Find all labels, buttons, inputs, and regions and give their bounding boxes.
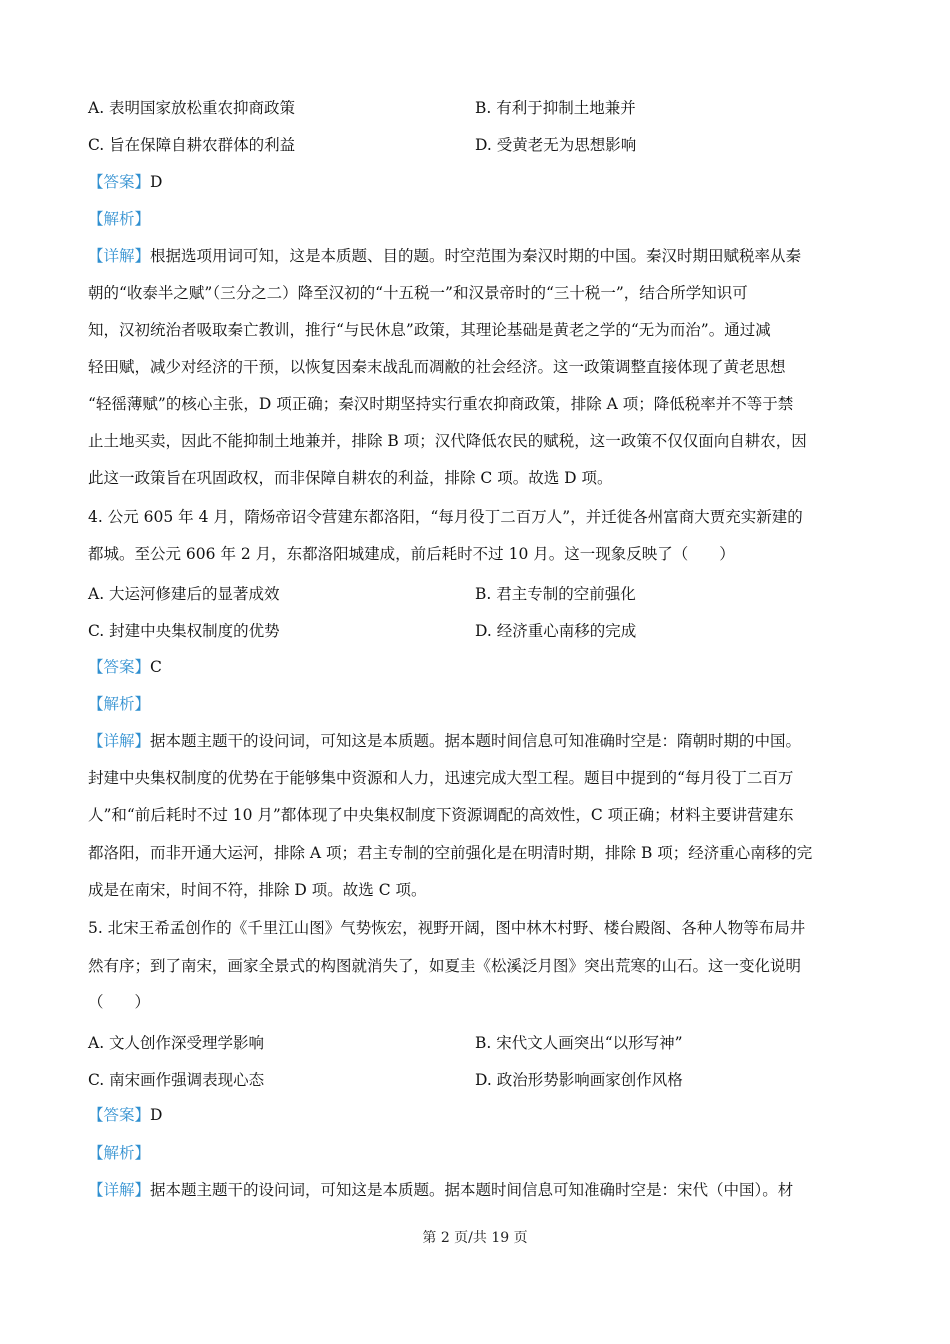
- answer-value: D: [150, 173, 163, 191]
- q3-detail-line-5: “轻徭薄赋”的核心主张，D 项正确；秦汉时期坚持实行重农抑商政策，排除 A 项；降低税率并不等于禁: [88, 395, 794, 413]
- q4-stem-line-1: 4. 公元 605 年 4 月，隋炀帝诏令营建东都洛阳，“每月役丁二百万人”，并迁徙各州富商大贾充实新建的: [88, 508, 803, 526]
- q3-jiexi-tag: 【解析】: [88, 210, 151, 228]
- answer-value: C: [150, 658, 162, 676]
- q4-option-b: B. 君主专制的空前强化: [475, 585, 636, 603]
- q4-answer: [88, 657, 162, 677]
- q4-option-d: D. 经济重心南移的完成: [475, 622, 637, 640]
- q5-option-b: B. 宋代文人画突出“以形写神”: [475, 1034, 683, 1052]
- answer-tag: 【答案】: [88, 658, 151, 676]
- q5-jiexi-tag: 【解析】: [88, 1144, 151, 1162]
- q3-option-d: D. 受黄老无为思想影响: [475, 136, 637, 154]
- q3-detail-line-1: [88, 246, 801, 266]
- q3-detail-line-4: 轻田赋，减少对经济的干预，以恢复因秦末战乱而凋敝的社会经济。这一政策调整直接体现了黄老思想: [88, 358, 786, 376]
- q5-stem-line-2: 然有序；到了南宋，画家全景式的构图就消失了，如夏圭《松溪泛月图》突出荒寒的山石。这一变化说明: [88, 957, 802, 975]
- answer-tag: 【答案】: [88, 1106, 151, 1124]
- answer-tag: 【答案】: [88, 173, 151, 191]
- q4-stem-line-2: 都城。至公元 606 年 2 月，东都洛阳城建成，前后耗时不过 10 月。这一现象反映了（ ）: [88, 545, 735, 563]
- q3-detail-line-2: 朝的“收泰半之赋”（三分之二）降至汉初的“十五税一”和汉景帝时的“三十税一”，结合所学知识可: [88, 284, 748, 302]
- q4-detail-line-5: 成是在南宋，时间不符，排除 D 项。故选 C 项。: [88, 881, 427, 899]
- q5-stem-line-3: （ ）: [88, 993, 151, 1011]
- answer-value: D: [150, 1106, 163, 1124]
- q4-detail-line-2: 封建中央集权制度的优势在于能够集中资源和人力，迅速完成大型工程。题目中提到的“每月役丁二百万: [88, 769, 794, 787]
- q5-answer: [88, 1105, 162, 1125]
- q3-detail-line-3: 知，汉初统治者吸取秦亡教训，推行“与民休息”政策，其理论基础是黄老之学的“无为而治”。通过减: [88, 321, 771, 339]
- q4-detail-line-4: 都洛阳，而非开通大运河，排除 A 项；君主专制的空前强化是在明清时期，排除 B 项；经济重心南移的完: [88, 844, 813, 862]
- q4-option-c: C. 封建中央集权制度的优势: [88, 622, 280, 640]
- page-footer: 第 2 页/共 19 页: [422, 1230, 528, 1246]
- q4-detail-line-1: [88, 731, 801, 751]
- q3-answer: [88, 172, 162, 192]
- q5-option-d: D. 政治形势影响画家创作风格: [475, 1071, 683, 1089]
- detail-text: 据本题主题干的设问词，可知这是本质题。据本题时间信息可知准确时空是：隋朝时期的中国。: [150, 732, 802, 750]
- detail-text: 根据选项用词可知，这是本质题、目的题。时空范围为秦汉时期的中国。秦汉时期田赋税率从秦: [150, 247, 802, 265]
- q5-detail-line-1: [88, 1180, 793, 1200]
- q4-jiexi-tag: 【解析】: [88, 695, 151, 713]
- q5-option-c: C. 南宋画作强调表现心态: [88, 1071, 265, 1089]
- q4-option-a: A. 大运河修建后的显著成效: [88, 585, 280, 603]
- detail-tag: 【详解】: [88, 1181, 151, 1199]
- q5-stem-line-1: 5. 北宋王希孟创作的《千里江山图》气势恢宏，视野开阔，图中林木村野、楼台殿阁、各种人物等布局井: [88, 919, 806, 937]
- detail-tag: 【详解】: [88, 247, 151, 265]
- detail-text: 据本题主题干的设问词，可知这是本质题。据本题时间信息可知准确时空是：宋代（中国）。材: [150, 1181, 794, 1199]
- q3-option-a: A. 表明国家放松重农抑商政策: [88, 99, 296, 117]
- q3-option-b: B. 有利于抑制土地兼并: [475, 99, 636, 117]
- q3-detail-line-6: 止土地买卖，因此不能抑制土地兼并，排除 B 项；汉代降低农民的赋税，这一政策不仅仅面向自耕农，因: [88, 432, 807, 450]
- q4-detail-line-3: 人”和“前后耗时不过 10 月”都体现了中央集权制度下资源调配的高效性，C 项正确；材料主要讲营建东: [88, 806, 794, 824]
- q3-option-c: C. 旨在保障自耕农群体的利益: [88, 136, 296, 154]
- detail-tag: 【详解】: [88, 732, 151, 750]
- q5-option-a: A. 文人创作深受理学影响: [88, 1034, 265, 1052]
- q3-detail-line-7: 此这一政策旨在巩固政权，而非保障自耕农的利益，排除 C 项。故选 D 项。: [88, 469, 613, 487]
